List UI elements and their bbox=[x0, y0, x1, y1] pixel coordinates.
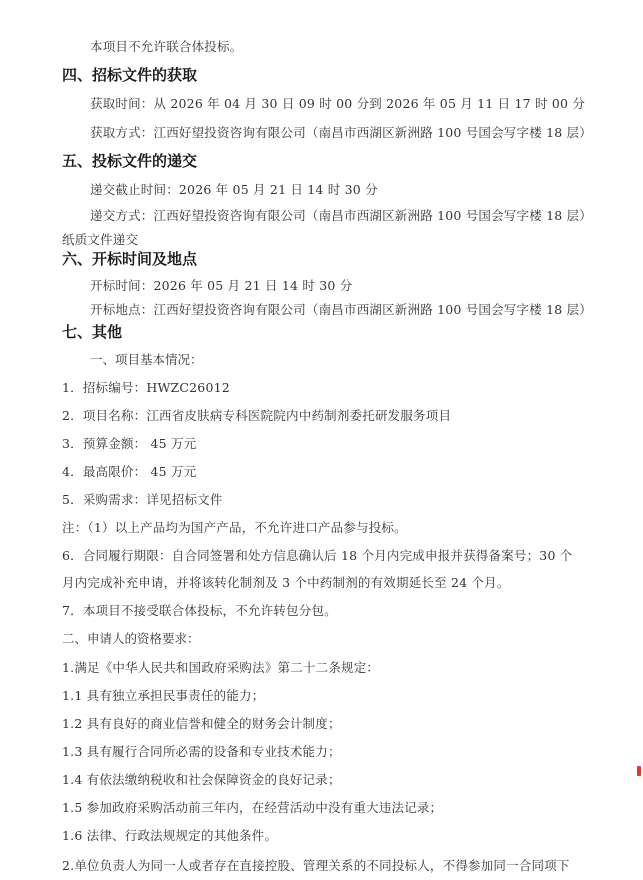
paragraph-requirements: 5．采购需求：详见招标文件 bbox=[62, 492, 223, 507]
paragraph-req-1-3: 1.3 具有履行合同所必需的设备和专业技术能力； bbox=[62, 744, 341, 759]
section-heading-5: 五、投标文件的递交 bbox=[62, 152, 198, 170]
paragraph-contract-term-2: 月内完成补充申请，并将该转化制剂及 3 个中药制剂的有效期延长至 24 个月。 bbox=[62, 575, 510, 590]
paragraph-same-person: 2.单位负责人为同一人或者存在直接控股、管理关系的不同投标人，不得参加同一合同项下 bbox=[62, 858, 570, 873]
paragraph-no-subcontract: 7．本项目不接受联合体投标，不允许转包分包。 bbox=[62, 603, 337, 618]
paragraph-req-1-4: 1.4 有依法缴纳税收和社会保障资金的良好记录； bbox=[62, 772, 341, 787]
paragraph-submit-deadline: 递交截止时间：2026 年 05 月 21 日 14 时 30 分 bbox=[90, 182, 378, 197]
sub-heading-basic-info: 一、项目基本情况： bbox=[90, 352, 203, 367]
paragraph-budget: 3．预算金额： 45 万元 bbox=[62, 436, 197, 451]
paragraph-acquire-method: 获取方式：江西好望投资咨询有限公司（南昌市西湖区新洲路 100 号国会写字楼 18 层） bbox=[90, 125, 592, 140]
paragraph-open-time: 开标时间：2026 年 05 月 21 日 14 时 30 分 bbox=[90, 278, 353, 293]
paragraph-project-name: 2．项目名称：江西省皮肤病专科医院院内中药制剂委托研发服务项目 bbox=[62, 408, 452, 423]
paragraph-max-price: 4．最高限价： 45 万元 bbox=[62, 464, 197, 479]
paragraph-submit-method: 递交方式：江西好望投资咨询有限公司（南昌市西湖区新洲路 100 号国会写字楼 18 层） bbox=[90, 208, 592, 223]
paragraph-acquire-time: 获取时间：从 2026 年 04 月 30 日 09 时 00 分到 2026 年 05 月 11 日 17 时 00 分 bbox=[90, 96, 586, 111]
paragraph-law-article-22: 1.满足《中华人民共和国政府采购法》第二十二条规定： bbox=[62, 660, 380, 675]
paragraph-paper-submit: 纸质文件递交 bbox=[62, 232, 139, 247]
paragraph-req-1-1: 1.1 具有独立承担民事责任的能力； bbox=[62, 688, 265, 703]
paragraph-req-1-2: 1.2 具有良好的商业信誉和健全的财务会计制度； bbox=[62, 716, 341, 731]
paragraph-bid-number: 1．招标编号：HWZC26012 bbox=[62, 380, 230, 395]
paragraph-no-consortium: 本项目不允许联合体投标。 bbox=[90, 39, 243, 54]
sub-heading-qualification: 二、申请人的资格要求： bbox=[62, 631, 200, 646]
paragraph-req-1-6: 1.6 法律、行政法规规定的其他条件。 bbox=[62, 828, 278, 843]
paragraph-note-domestic: 注：（1）以上产品均为国产产品，不允许进口产品参与投标。 bbox=[62, 520, 407, 535]
paragraph-open-place: 开标地点：江西好望投资咨询有限公司（南昌市西湖区新洲路 100 号国会写字楼 18 层） bbox=[90, 302, 592, 317]
section-heading-4: 四、招标文件的获取 bbox=[62, 66, 198, 84]
paragraph-contract-term-1: 6．合同履行期限：自合同签署和处方信息确认后 18 个月内完成申报并获得备案号；30 个 bbox=[62, 548, 573, 563]
section-heading-6: 六、开标时间及地点 bbox=[62, 250, 198, 268]
paragraph-req-1-5: 1.5 参加政府采购活动前三年内，在经营活动中没有重大违法记录； bbox=[62, 800, 443, 815]
section-heading-7: 七、其他 bbox=[62, 323, 123, 341]
edge-mark bbox=[637, 766, 641, 776]
